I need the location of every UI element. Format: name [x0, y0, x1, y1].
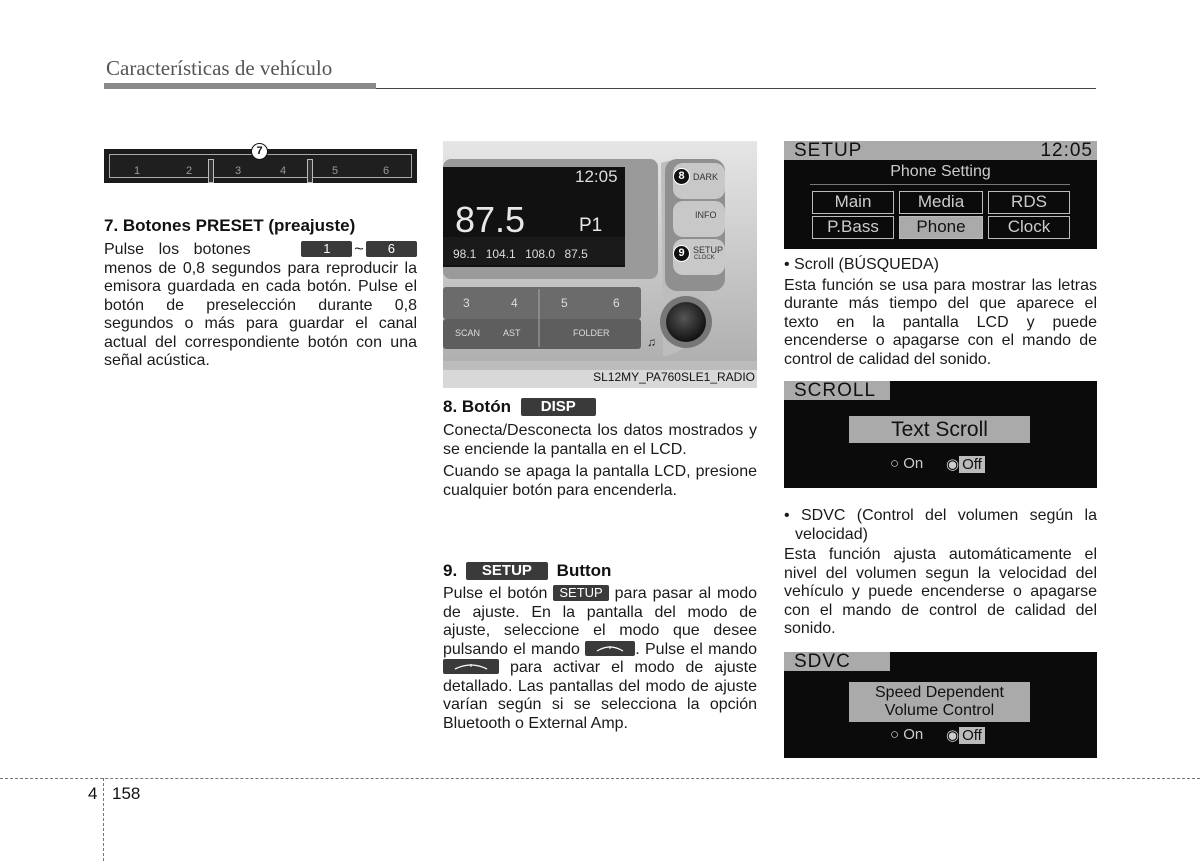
figure-caption-text: SL12MY_PA760SLE1_RADIO	[593, 370, 755, 384]
section-7-text-a: Pulse los botones	[104, 241, 251, 258]
section-9-heading	[443, 561, 757, 581]
scroll-off-option[interactable]: ◉ Off	[946, 455, 985, 473]
sdvc-off-label: Off	[959, 727, 985, 744]
preset-1-badge: 1	[301, 241, 352, 257]
setup-screen-subtitle: Phone Setting	[890, 163, 991, 180]
section-8-heading-text: 8. Botón	[443, 397, 511, 416]
page-header-title: Características de vehículo	[106, 56, 333, 80]
preset-num-5: 5	[332, 165, 339, 177]
section-8-p1: Conecta/Desconecta los datos mostrados y se enciende la pantalla en el LCD.	[443, 422, 757, 458]
callout-8: 8	[673, 168, 690, 185]
radio-preset-freq: 87.5	[564, 247, 588, 261]
section-9	[443, 561, 757, 733]
scroll-body: Esta función se usa para mostrar las letras durante más tiempo del que aparece el texto en la pantalla LCD y puede encenderse o apagarse con el mando de control de calidad del sonido.	[784, 276, 1097, 368]
radio-btn-ast: AST	[503, 328, 521, 338]
header-rule	[376, 88, 1096, 89]
scroll-on-label: On	[903, 455, 924, 472]
sdvc-bullet: • SDVC (Control del volumen según la velocidad)	[784, 507, 1097, 543]
sdvc-body: Esta función ajusta automáticamente el nivel del volumen segun la velocidad del vehículo y puede encenderse o apagarse con el mando de control de calidad del sonido.	[784, 546, 1097, 637]
setup-screen-bar	[784, 141, 1097, 160]
section-9-heading-text: Button	[556, 561, 612, 580]
tilde: ~	[354, 241, 364, 258]
setup-rds-button[interactable]: RDS	[988, 191, 1070, 214]
sdvc-label	[849, 682, 1030, 722]
sdvc-label-line2: Volume Control	[884, 702, 995, 719]
callout-9: 9	[673, 245, 690, 262]
radio-btn-6: 6	[613, 296, 620, 310]
footer-page-number: 158	[112, 784, 141, 803]
section-9-body	[443, 585, 757, 733]
tune-knob-icon	[585, 641, 635, 656]
radio-unit-photo	[443, 141, 757, 388]
section-7-body	[104, 241, 417, 371]
radio-btn-folder: FOLDER	[573, 328, 610, 338]
section-9-number: 9.	[443, 561, 458, 580]
scroll-on-option[interactable]: ○ On	[890, 455, 924, 472]
header-accent-bar	[104, 83, 376, 89]
preset-separator	[208, 159, 214, 183]
radio-preset-freq: 108.0	[525, 247, 556, 261]
preset-num-1: 1	[134, 165, 141, 177]
preset-num-3: 3	[235, 165, 242, 177]
section-8-heading	[443, 397, 757, 417]
footer-divider	[103, 778, 104, 861]
figure-caption	[443, 370, 757, 388]
scroll-bullet: • Scroll (BÚSQUEDA)	[784, 256, 939, 273]
scroll-screen-title: SCROLL	[784, 381, 890, 400]
radio-btn-4: 4	[511, 296, 518, 310]
section-7	[104, 216, 417, 371]
radio-presets-row	[453, 247, 588, 261]
sdvc-label-line1: Speed Dependent	[875, 684, 1004, 701]
preset-num-2: 2	[186, 165, 193, 177]
setup-main-button[interactable]: Main	[812, 191, 894, 214]
setup-clock-button[interactable]: Clock	[988, 216, 1070, 239]
radio-btn-dark: DARK	[693, 172, 719, 182]
setup-screen-time: 12:05	[1040, 140, 1093, 161]
preset-separator	[307, 159, 313, 183]
setup-screen-title: SETUP	[794, 140, 863, 161]
scroll-section	[784, 256, 1097, 369]
tune-knob-icon	[443, 659, 499, 674]
radio-preset-freq: 104.1	[485, 247, 516, 261]
section-9-text-c: . Pulse el mando	[635, 640, 758, 658]
radio-time: 12:05	[575, 167, 618, 186]
radio-frequency: 87.5	[455, 199, 526, 240]
sdvc-on-label: On	[903, 726, 924, 743]
setup-badge: SETUP	[466, 562, 548, 580]
scroll-screen	[784, 381, 1097, 488]
radio-btn-info: INFO	[695, 210, 717, 220]
sdvc-section	[784, 507, 1097, 639]
setup-phone-button[interactable]: Phone	[899, 216, 983, 239]
setup-pbass-button[interactable]: P.Bass	[812, 216, 894, 239]
preset-6-badge: 6	[366, 241, 417, 257]
sdvc-off-option[interactable]: ◉ Off	[946, 726, 985, 744]
footer-section-number: 4	[88, 784, 98, 803]
sdvc-screen	[784, 652, 1097, 758]
radio-btn-3: 3	[463, 296, 470, 310]
section-9-text-d: para activar el modo de ajuste detallado. Las pantallas del modo de ajuste varían según si se selecciona la opción Bluetooth o External Amp.	[443, 659, 757, 732]
radio-preset: P1	[579, 215, 603, 236]
radio-btn-setup: SETUP	[693, 245, 724, 255]
music-note-icon: ♫	[647, 335, 656, 349]
preset-num-4: 4	[280, 165, 287, 177]
radio-btn-scan: SCAN	[455, 328, 481, 338]
disp-badge: DISP	[521, 398, 596, 416]
callout-7: 7	[251, 143, 268, 160]
preset-num-6: 6	[383, 165, 390, 177]
radio-preset-freq: 98.1	[453, 247, 477, 261]
footer-rule	[0, 778, 1200, 779]
radio-btn-clock: CLOCK	[694, 255, 715, 261]
section-8	[443, 397, 757, 500]
text-scroll-label: Text Scroll	[849, 416, 1030, 443]
setup-inline-badge: SETUP	[553, 585, 608, 601]
sdvc-screen-title: SDVC	[784, 652, 890, 671]
section-7-text-b: menos de 0,8 segundos para reproducir la emisora guardada en cada botón. Pulse el botón de preselección durante 0,8 segundos o más para guardar el canal actual del correspondiente botón con una señal acústica.	[104, 259, 417, 369]
section-8-p2: Cuando se apaga la pantalla LCD, presione cualquier botón para encenderla.	[443, 463, 757, 499]
sdvc-on-option[interactable]: ○ On	[890, 726, 924, 743]
section-9-text-a: Pulse el botón	[443, 585, 548, 602]
divider	[810, 184, 1070, 185]
setup-media-button[interactable]: Media	[899, 191, 983, 214]
section-9-text-b: para pasar al modo de ajuste. En la pantalla del modo de ajuste, seleccione el modo que desee pulsando el mando	[443, 585, 758, 658]
section-7-heading: 7. Botones PRESET (preajuste)	[104, 216, 356, 235]
scroll-off-label: Off	[959, 456, 985, 473]
radio-btn-5: 5	[561, 296, 568, 310]
setup-screen	[784, 141, 1097, 249]
